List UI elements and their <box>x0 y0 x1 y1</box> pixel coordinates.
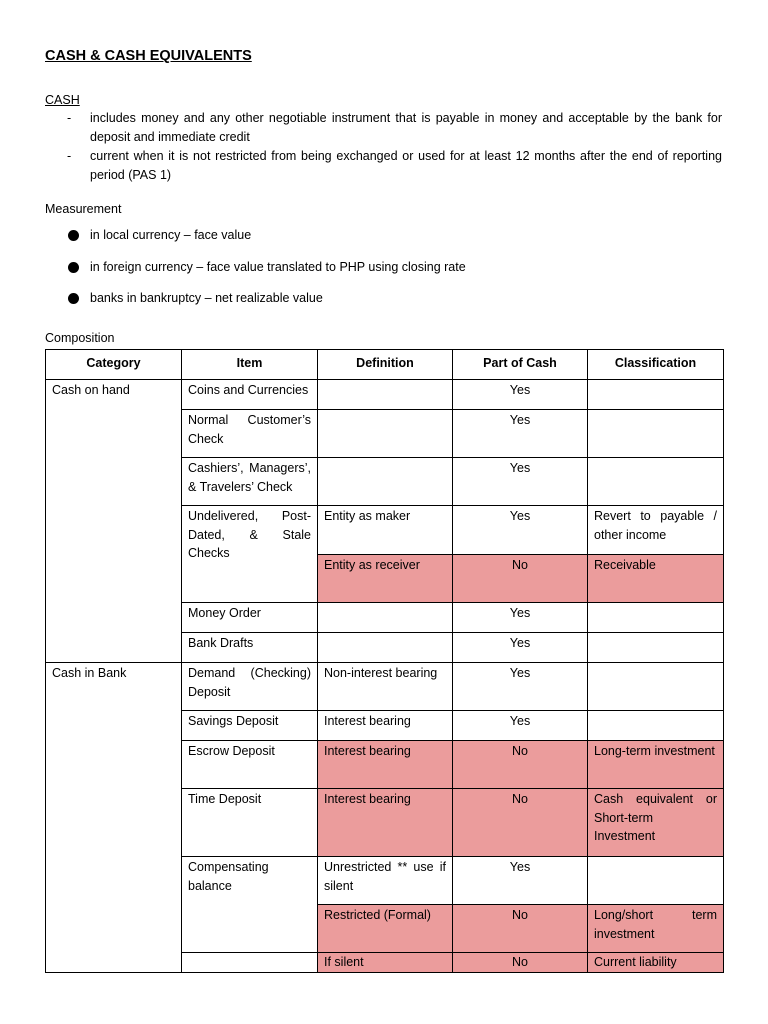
part-of-cash-cell: Yes <box>453 711 588 741</box>
dash-marker: - <box>67 149 72 163</box>
classification-cell: Long-term investment <box>588 741 724 789</box>
header-item: Item <box>182 350 318 380</box>
part-of-cash-cell: Yes <box>453 603 588 633</box>
classification-cell: Long/short term investment <box>588 905 724 953</box>
part-of-cash-cell: Yes <box>453 380 588 410</box>
item-cell: Compensating balance <box>182 857 318 953</box>
part-of-cash-cell: Yes <box>453 458 588 506</box>
classification-cell <box>588 857 724 905</box>
measurement-item <box>68 260 466 274</box>
classification-cell <box>588 410 724 458</box>
definition-cell <box>318 410 453 458</box>
classification-cell <box>588 633 724 663</box>
item-cell: Time Deposit <box>182 789 318 857</box>
classification-cell: Cash equivalent or Short-term Investment <box>588 789 724 857</box>
item-cell: Demand (Checking) Deposit <box>182 663 318 711</box>
definition-cell: Non-interest bearing <box>318 663 453 711</box>
definition-cell: Entity as maker <box>318 506 453 555</box>
classification-cell <box>588 380 724 410</box>
classification-cell: Revert to payable / other income <box>588 506 724 555</box>
bullet-icon <box>68 262 79 273</box>
part-of-cash-cell: Yes <box>453 506 588 555</box>
item-cell: Escrow Deposit <box>182 741 318 789</box>
classification-cell: Receivable <box>588 555 724 603</box>
definition-cell <box>318 380 453 410</box>
item-cell: Cashiers’, Managers’, & Travelers’ Check <box>182 458 318 506</box>
measurement-item <box>68 291 323 305</box>
definition-cell <box>318 458 453 506</box>
part-of-cash-cell: Yes <box>453 410 588 458</box>
table-header-row <box>46 350 724 380</box>
definition-cell: Restricted (Formal) <box>318 905 453 953</box>
part-of-cash-cell: Yes <box>453 633 588 663</box>
classification-cell <box>588 663 724 711</box>
header-classification: Classification <box>588 350 724 380</box>
classification-cell <box>588 603 724 633</box>
measurement-label: Measurement <box>45 202 122 216</box>
dash-marker: - <box>67 111 72 125</box>
list-item <box>45 109 722 147</box>
definition-cell: Entity as receiver <box>318 555 453 603</box>
composition-label: Composition <box>45 331 115 345</box>
measurement-item-text: banks in bankruptcy – net realizable value <box>90 291 323 305</box>
composition-table <box>45 349 724 973</box>
item-cell: Money Order <box>182 603 318 633</box>
measurement-item-text: in local currency – face value <box>90 228 252 242</box>
item-cell: Normal Customer’s Check <box>182 410 318 458</box>
header-definition: Definition <box>318 350 453 380</box>
table-row <box>46 663 724 711</box>
list-item-text: includes money and any other negotiable instrument that is payable in money and acceptable by the bank for deposit and immediate credit <box>90 111 722 144</box>
measurement-item <box>68 228 251 242</box>
classification-cell <box>588 711 724 741</box>
bullet-icon <box>68 230 79 241</box>
document-title: CASH & CASH EQUIVALENTS <box>45 48 252 64</box>
cash-definition-list <box>45 109 722 185</box>
part-of-cash-cell: No <box>453 905 588 953</box>
definition-cell: Interest bearing <box>318 711 453 741</box>
part-of-cash-cell: Yes <box>453 857 588 905</box>
measurement-item-text: in foreign currency – face value translated to PHP using closing rate <box>90 260 466 274</box>
list-item-text: current when it is not restricted from being exchanged or used for at least 12 months after the end of reporting period (PAS 1) <box>90 149 722 182</box>
cash-heading: CASH <box>45 93 80 107</box>
definition-cell: Unrestricted ** use if silent <box>318 857 453 905</box>
definition-cell: If silent <box>318 953 453 973</box>
category-cell: Cash on hand <box>46 380 182 663</box>
part-of-cash-cell: No <box>453 953 588 973</box>
part-of-cash-cell: No <box>453 555 588 603</box>
table-row <box>46 380 724 410</box>
bullet-icon <box>68 293 79 304</box>
category-cell: Cash in Bank <box>46 663 182 973</box>
part-of-cash-cell: No <box>453 789 588 857</box>
classification-cell: Current liability <box>588 953 724 973</box>
definition-cell: Interest bearing <box>318 741 453 789</box>
list-item <box>45 147 722 185</box>
definition-cell <box>318 633 453 663</box>
header-part-of-cash: Part of Cash <box>453 350 588 380</box>
part-of-cash-cell: No <box>453 741 588 789</box>
item-cell: Undelivered, Post-Dated, & Stale Checks <box>182 506 318 603</box>
definition-cell <box>318 603 453 633</box>
item-cell <box>182 953 318 973</box>
part-of-cash-cell: Yes <box>453 663 588 711</box>
item-cell: Bank Drafts <box>182 633 318 663</box>
item-cell: Coins and Currencies <box>182 380 318 410</box>
item-cell: Savings Deposit <box>182 711 318 741</box>
classification-cell <box>588 458 724 506</box>
header-category: Category <box>46 350 182 380</box>
definition-cell: Interest bearing <box>318 789 453 857</box>
